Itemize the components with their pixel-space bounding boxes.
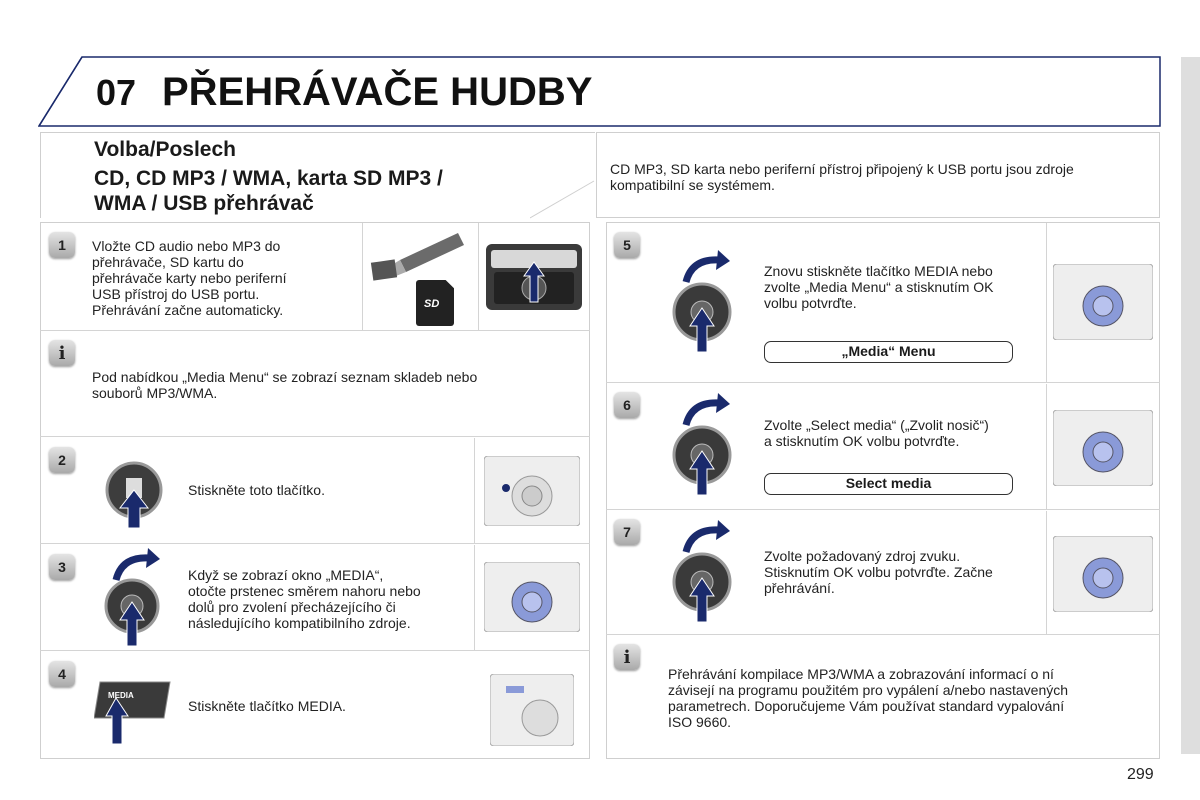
usb-stick-icon [370,228,470,283]
info-1-line-1: Pod nabídkou „Media Menu“ se zobrazí seznam skladeb nebo [92,369,478,385]
page-number: 299 [1127,766,1154,783]
side-tab [1181,57,1200,754]
info-1-icon: i [49,340,75,366]
media-key-label: MEDIA [108,691,134,700]
info-2-line-1: Přehrávání kompilace MP3/WMA a zobrazování informací o ní [668,666,1054,682]
cd-player-image [486,244,582,310]
rotary-knob-icon-5 [670,250,734,354]
step-7-line-2: Stisknutím OK volbu potvrďte. Začne [764,564,993,580]
step-2-badge: 2 [49,447,75,473]
step-1-line-1: Vložte CD audio nebo MP3 do [92,238,281,254]
step-3-line-4: následujícího kompatibilního zdroje. [188,615,411,631]
rotary-knob-icon-7 [670,520,734,624]
step-7-badge: 7 [614,519,640,545]
step-5-line-2: zvolte „Media Menu“ a stisknutím OK [764,279,994,295]
page-title: PŘEHRÁVAČE HUDBY [162,70,593,114]
step-1-line-2: přehrávače, SD kartu do [92,254,244,270]
media-button-icon [104,460,164,530]
dashboard-image-5 [1053,264,1153,340]
info-2-line-3: parametrech. Doporučujeme Vám používat standard vypalování [668,698,1065,714]
step-1-line-3: přehrávače karty nebo periferní [92,270,287,286]
rotary-knob-icon-6 [670,393,734,497]
sd-card-label: SD [424,298,440,310]
intro-text: CD MP3, SD karta nebo periferní přístroj připojený k USB portu jsou zdroje kompatibilní se systémem. [610,161,1074,193]
info-2-line-2: závisejí na programu použitém pro vypálení a/nebo nastavených [668,682,1069,698]
media-menu-button[interactable]: „Media“ Menu [764,341,1013,363]
step-6-badge: 6 [614,392,640,418]
title-panel-corner [530,180,600,220]
step-7-line-1: Zvolte požadovaný zdroj zvuku. [764,548,961,564]
step-6-line-1: Zvolte „Select media“ („Zvolit nosič“) [764,417,989,433]
media-key-icon [94,680,174,746]
step-1-line-5: Přehrávání začne automaticky. [92,302,284,318]
rotary-knob-icon-3 [100,548,164,648]
step-5-line-1: Znovu stiskněte tlačítko MEDIA nebo [764,263,993,279]
step-5-line-3: volbu potvrďte. [764,295,857,311]
section-subheading-2: WMA / USB přehrávač [94,192,314,215]
step-1-line-4: USB přístroj do USB portu. [92,286,260,302]
info-2-line-4: ISO 9660. [668,714,732,730]
step-6-line-2: a stisknutím OK volbu potvrďte. [764,433,960,449]
info-2-icon: i [614,644,640,670]
section-subheading-1: CD, CD MP3 / WMA, karta SD MP3 / [94,167,443,190]
step-3-line-2: otočte prstenec směrem nahoru nebo [188,583,421,599]
select-media-button[interactable]: Select media [764,473,1013,495]
dashboard-image-3 [484,562,580,632]
dashboard-image-4 [490,674,574,746]
step-4-text: Stiskněte tlačítko MEDIA. [188,698,346,714]
step-1-badge: 1 [49,232,75,258]
dashboard-image-2 [484,456,580,526]
step-7-line-3: přehrávání. [764,580,835,596]
step-3-line-3: dolů pro zvolení přecházejícího či [188,599,396,615]
chapter-number: 07 [96,72,137,113]
step-4-badge: 4 [49,661,75,687]
dashboard-image-7 [1053,536,1153,612]
step-5-badge: 5 [614,232,640,258]
info-1-line-2: souborů MP3/WMA. [92,385,218,401]
section-heading: Volba/Poslech [94,138,236,161]
dashboard-image-6 [1053,410,1153,486]
step-3-badge: 3 [49,554,75,580]
step-3-line-1: Když se zobrazí okno „MEDIA“, [188,567,384,583]
step-2-text: Stiskněte toto tlačítko. [188,482,325,498]
